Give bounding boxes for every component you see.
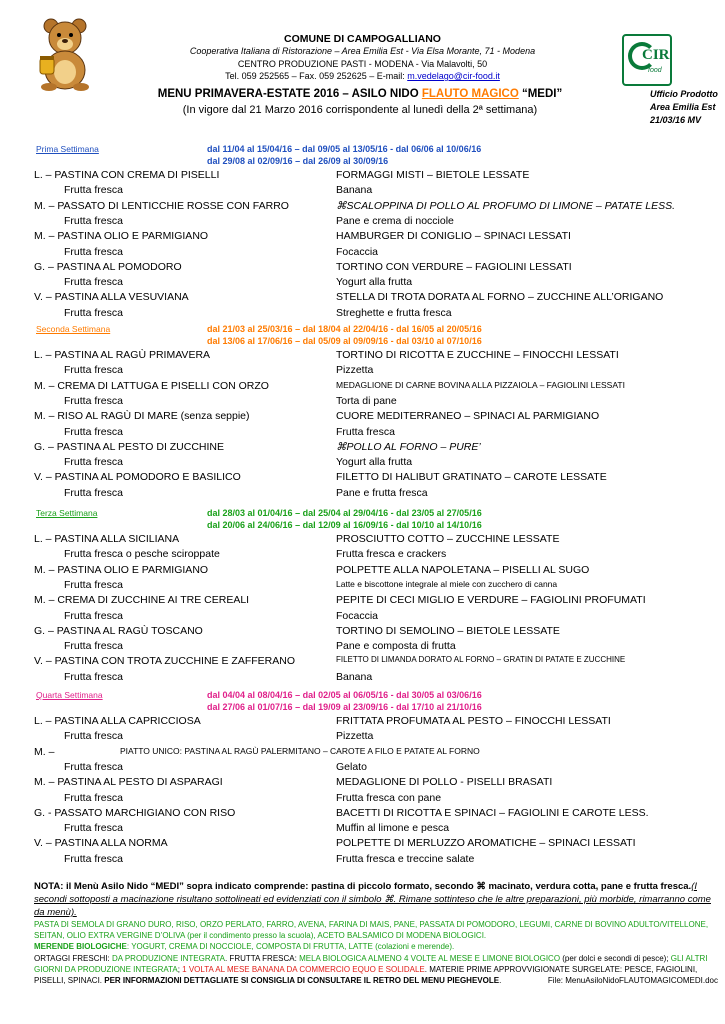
second-course: Frutta fresca (336, 425, 395, 438)
title-highlight: FLAUTO MAGICO (421, 88, 519, 100)
second-course: Pane e crema di nocciole (336, 214, 454, 227)
second-course: TORTINO CON VERDURE – FAGIOLINI LESSATI (336, 260, 572, 273)
logo-text: CIR (642, 47, 670, 63)
ortaggi-label: ORTAGGI FRESCHI: (34, 953, 112, 963)
first-course: G. – PASTINA AL RAGÙ TOSCANO (34, 624, 203, 637)
menu-day-row (34, 837, 718, 852)
menu-day-row (34, 564, 718, 579)
first-course: Frutta fresca (64, 245, 123, 258)
week-dates: dal 29/08 al 02/09/16 – dal 26/09 al 30/09/16 (207, 156, 389, 166)
week-dates: dal 27/06 al 01/07/16 – dal 19/09 al 23/09/16 - dal 17/10 al 21/10/16 (207, 702, 482, 712)
menu-day-row (34, 471, 718, 486)
menu-title (60, 88, 660, 100)
week-dates: dal 20/06 al 24/06/16 – dal 12/09 al 16/09/16 - dal 10/10 al 14/10/16 (207, 520, 482, 530)
second-course: PIATTO UNICO: PASTINA AL RAGÙ PALERMITANO – CAROTE A FILO E PATATE AL FORNO (120, 745, 480, 756)
first-course: Frutta fresca (64, 852, 123, 865)
second-course: Frutta fresca e crackers (336, 548, 447, 561)
logo-sub: food (648, 67, 662, 74)
menu-day-row (34, 380, 718, 395)
week-label: Seconda Settimana (36, 324, 111, 334)
second-course: CUORE MEDITERRANEO – SPINACI AL PARMIGIANO (336, 410, 600, 423)
first-course: M. – CREMA DI LATTUGA E PISELLI CON ORZO (34, 379, 269, 392)
menu-side-row (34, 792, 718, 807)
nota-label: NOTA: (34, 881, 64, 892)
cir-food-logo (622, 34, 672, 86)
nota-text: il Menù Asilo Nido “MEDI” sopra indicato comprende: pastina di piccolo formato, secondo ⌘ macinato, verdura cotta, pane e frutta fresca. (63, 881, 692, 892)
menu-day-row (34, 776, 718, 791)
first-course: Frutta fresca (64, 364, 123, 377)
ufficio-line: Area Emilia Est (650, 102, 716, 112)
second-course: Yogurt alla frutta (336, 456, 413, 469)
title-suffix: “MEDI” (518, 88, 563, 100)
notes-block (34, 919, 718, 986)
first-course: V. – PASTINA CON TROTA ZUCCHINE E ZAFFERANO (34, 655, 295, 668)
menu-day-row (34, 441, 718, 456)
second-course: BACETTI DI RICOTTA E SPINACI – FAGIOLINI E CAROTE LESS. (336, 806, 649, 819)
first-course: M. – CREMA DI ZUCCHINE AI TRE CEREALI (34, 594, 250, 607)
merende-label: MERENDE BIOLOGICHE (34, 942, 127, 952)
first-course: Frutta fresca (64, 640, 123, 653)
first-course: Frutta fresca (64, 394, 123, 407)
week-label: Prima Settimana (36, 144, 99, 154)
nota-text2: (I secondi sottoposti a macinazione risultano sottolineati ed evidenziati con il simbolo ⌘. Rimane sottinteso che le altre preparazioni, più morbide, rimarranno come da menù). (34, 881, 711, 918)
second-course: Focaccia (336, 609, 379, 622)
first-course: M. – PASTINA AL PESTO DI ASPARAGI (34, 776, 223, 789)
second-course: Frutta fresca e treccine salate (336, 852, 475, 865)
first-course: Frutta fresca (64, 578, 123, 591)
menu-day-row (34, 169, 718, 184)
menu-side-row (34, 671, 718, 686)
second-course: Frutta fresca con pane (336, 791, 442, 804)
first-course: Frutta fresca (64, 609, 123, 622)
first-course: Frutta fresca (64, 184, 123, 197)
week-dates: dal 04/04 al 08/04/16 – dal 02/05 al 06/05/16 - dal 30/05 al 03/06/16 (207, 690, 482, 700)
menu-side-row (34, 184, 718, 199)
notes-sep: ; (177, 964, 183, 974)
first-course: Frutta fresca o pesche sciroppate (64, 548, 220, 561)
menu-side-row (34, 853, 718, 868)
second-course: Gelato (336, 760, 367, 773)
menu-side-row (34, 307, 718, 322)
first-course: V. – PASTINA ALLA NORMA (34, 837, 168, 850)
menu-day-row (34, 594, 718, 609)
second-course: Pizzetta (336, 364, 374, 377)
first-course: Frutta fresca (64, 456, 123, 469)
menu-side-row (34, 426, 718, 441)
notes-pasta: PASTA DI SEMOLA DI GRANO DURO, RISO, ORZO PERLATO, FARRO, AVENA, FARINA DI MAIS, PANE, PASSATA DI POMODORO, LEGUMI, CARNE DI BOVINO ADULTO/VITELLONE, SEITAN, OLIO EXTRA VERGINE D’OLIVA (per il condimento presso la scuola), ACETO BALSAMICO DI MODENA BIOLOGICI. (34, 920, 709, 941)
banana-text: 1 VOLTA AL MESE BANANA DA COMMERCIO EQUO E SOLIDALE (182, 964, 425, 974)
ufficio-line: 21/03/16 MV (650, 115, 702, 125)
menu-day-row (34, 715, 718, 730)
first-course: Frutta fresca (64, 425, 123, 438)
first-course: Frutta fresca (64, 276, 123, 289)
second-course: PROSCIUTTO COTTO – ZUCCHINE LESSATE (336, 533, 560, 545)
first-course: G. - PASSATO MARCHIGIANO CON RISO (34, 806, 236, 819)
menu-side-row (34, 395, 718, 410)
first-course: L. – PASTINA AL RAGÙ PRIMAVERA (34, 349, 211, 361)
menu-side-row (34, 487, 718, 502)
first-course: L. – PASTINA CON CREMA DI PISELLI (34, 169, 220, 181)
ufficio-line: Ufficio Prodotto (650, 89, 718, 99)
week-label: Quarta Settimana (36, 690, 103, 700)
first-course: M. – PASSATO DI LENTICCHIE ROSSE CON FARRO (34, 199, 289, 212)
first-course: V. – PASTINA ALLA VESUVIANA (34, 291, 189, 304)
menu-day-row (34, 261, 718, 276)
altri-text: GLI ALTRI GIORNI DA PRODUZIONE INTEGRATA (34, 953, 708, 974)
week-dates: dal 13/06 al 17/06/16 – dal 05/09 al 09/09/16 - dal 03/10 al 07/10/16 (207, 336, 482, 346)
second-course: HAMBURGER DI CONIGLIO – SPINACI LESSATI (336, 230, 571, 243)
notes-tail: . MATERIE PRIME APPROVVIGIONATE SURGELATE: PESCE, FAGIOLINI, PISELLI, SPINACI. (34, 964, 698, 986)
menu-day-row (34, 291, 718, 306)
ufficio-block (650, 88, 722, 127)
menu-day-row (34, 807, 718, 822)
second-course: Pane e frutta fresca (336, 486, 428, 499)
menu-side-row (34, 215, 718, 230)
notes-dot: . (499, 976, 502, 986)
file-name: File: MenuAsiloNidoFLAUTOMAGICOMEDI.doc (547, 976, 718, 986)
tel-fax: Tel. 059 252565 – Fax. 059 252625 – E-mail: (225, 71, 408, 81)
menu-side-row (34, 364, 718, 379)
centro-produzione-line: CENTRO PRODUZIONE PASTI - MODENA - Via Malavolti, 50 (237, 59, 488, 69)
second-course: ⌘POLLO AL FORNO – PURE’ (336, 440, 481, 453)
title-prefix: MENU PRIMAVERA-ESTATE 2016 – ASILO NIDO (157, 88, 422, 100)
email-link[interactable]: m.vedelago@cir-food.it (407, 71, 500, 81)
menu-side-row (34, 822, 718, 837)
menu-side-row (34, 579, 718, 594)
menu-side-row (34, 548, 718, 563)
first-course: V. – PASTINA AL POMODORO E BASILICO (34, 471, 241, 484)
second-course: PEPITE DI CECI MIGLIO E VERDURE – FAGIOLINI PROFUMATI (336, 594, 646, 607)
second-course: Pane e composta di frutta (336, 640, 456, 653)
frutta-note: (per dolci e secondi di pesce); (560, 953, 671, 963)
second-course: TORTINO DI SEMOLINO – BIETOLE LESSATE (336, 624, 560, 637)
week-dates: dal 28/03 al 01/04/16 – dal 25/04 al 29/04/16 - dal 23/05 al 27/05/16 (207, 508, 482, 518)
ortaggi-text: DA PRODUZIONE INTEGRATA (111, 953, 225, 963)
menu-day-row (34, 655, 718, 670)
contact-line (0, 71, 725, 81)
first-course: Frutta fresca (64, 791, 123, 804)
first-course: G. – PASTINA AL PESTO DI ZUCCHINE (34, 440, 225, 453)
menu-side-row (34, 246, 718, 261)
menu-day-row (34, 746, 718, 761)
menu-day-row (34, 410, 718, 425)
menu-subtitle: (In vigore dal 21 Marzo 2016 corrispondente al lunedì della 2ª settimana) (182, 104, 538, 116)
menu-day-row (34, 625, 718, 640)
second-course: FRITTATA PROFUMATA AL PESTO – FINOCCHI LESSATI (336, 715, 611, 727)
menu-side-row (34, 610, 718, 625)
second-course: MEDAGLIONE DI CARNE BOVINA ALLA PIZZAIOLA – FAGIOLINI LESSATI (336, 379, 625, 390)
first-course: L. – PASTINA ALLA CAPRICCIOSA (34, 715, 201, 727)
week-dates: dal 11/04 al 15/04/16 – dal 09/05 al 13/05/16 - dal 06/06 al 10/06/16 (207, 144, 482, 154)
first-course: Frutta fresca (64, 306, 123, 319)
first-course: M. – PASTINA OLIO E PARMIGIANO (34, 230, 209, 243)
info-text: PER INFORMAZIONI DETTAGLIATE SI CONSIGLIA DI CONSULTARE IL RETRO DEL MENU PIEGHEVOLE (104, 976, 500, 986)
menu-day-row (34, 200, 718, 215)
second-course: STELLA DI TROTA DORATA AL FORNO – ZUCCHINE ALL’ORIGANO (336, 291, 664, 304)
menu-side-row (34, 456, 718, 471)
menu-side-row (34, 761, 718, 776)
second-course: Banana (336, 670, 373, 683)
first-course: M. – RISO AL RAGÙ DI MARE (senza seppie) (34, 410, 250, 423)
second-course: FILETTO DI LIMANDA DORATO AL FORNO – GRATIN DI PATATE E ZUCCHINE (336, 655, 626, 665)
second-course: Streghette e frutta fresca (336, 306, 452, 319)
second-course: POLPETTE DI MERLUZZO AROMATICHE – SPINACI LESSATI (336, 837, 636, 850)
week-label: Terza Settimana (36, 508, 98, 518)
first-course: Frutta fresca (64, 486, 123, 499)
menu-day-row (34, 533, 718, 548)
frutta-label: . FRUTTA FRESCA: (224, 953, 300, 963)
first-course: Frutta fresca (64, 822, 123, 835)
menu-side-row (34, 276, 718, 291)
second-course: Latte e biscottone integrale al miele con zucchero di canna (336, 578, 558, 589)
second-course: POLPETTE ALLA NAPOLETANA – PISELLI AL SUGO (336, 563, 590, 576)
menu-side-row (34, 730, 718, 745)
second-course: Muffin al limone e pesca (336, 822, 450, 835)
first-course: Frutta fresca (64, 760, 123, 773)
second-course: MEDAGLIONE DI POLLO - PISELLI BRASATI (336, 776, 553, 789)
menu-side-row (34, 640, 718, 655)
menu-day-row (34, 230, 718, 245)
second-course: Pizzetta (336, 730, 374, 743)
first-course: Frutta fresca (64, 730, 123, 743)
second-course: Banana (336, 184, 373, 197)
first-course: Frutta fresca (64, 670, 123, 683)
second-course: Focaccia (336, 245, 379, 258)
frutta-text: MELA BIOLOGICA ALMENO 4 VOLTE AL MESE E LIMONE BIOLOGICO (299, 953, 561, 963)
second-course: FILETTO DI HALIBUT GRATINATO – CAROTE LESSATE (336, 471, 607, 484)
cooperativa-line: Cooperativa Italiana di Ristorazione – Area Emilia Est - Via Elsa Morante, 71 - Modena (189, 46, 536, 56)
week-dates: dal 21/03 al 25/03/16 – dal 18/04 al 22/04/16 - dal 16/05 al 20/05/16 (207, 324, 482, 334)
second-course: Yogurt alla frutta (336, 276, 413, 289)
first-course: M. – (34, 745, 55, 758)
first-course: G. – PASTINA AL POMODORO (34, 260, 182, 273)
second-course: TORTINO DI RICOTTA E ZUCCHINE – FINOCCHI LESSATI (336, 349, 619, 361)
second-course: FORMAGGI MISTI – BIETOLE LESSATE (336, 169, 530, 181)
first-course: M. – PASTINA OLIO E PARMIGIANO (34, 563, 209, 576)
second-course: Torta di pane (336, 394, 397, 407)
merende-text: : YOGURT, CREMA DI NOCCIOLE, COMPOSTA DI FRUTTA, LATTE (colazioni e merende). (126, 942, 455, 952)
first-course: Frutta fresca (64, 214, 123, 227)
second-course: ⌘SCALOPPINA DI POLLO AL PROFUMO DI LIMONE – PATATE LESS. (336, 199, 676, 212)
first-course: L. – PASTINA ALLA SICILIANA (34, 533, 180, 545)
comune-title: COMUNE DI CAMPOGALLIANO (284, 33, 441, 45)
menu-day-row (34, 349, 718, 364)
nota-block (34, 880, 718, 919)
